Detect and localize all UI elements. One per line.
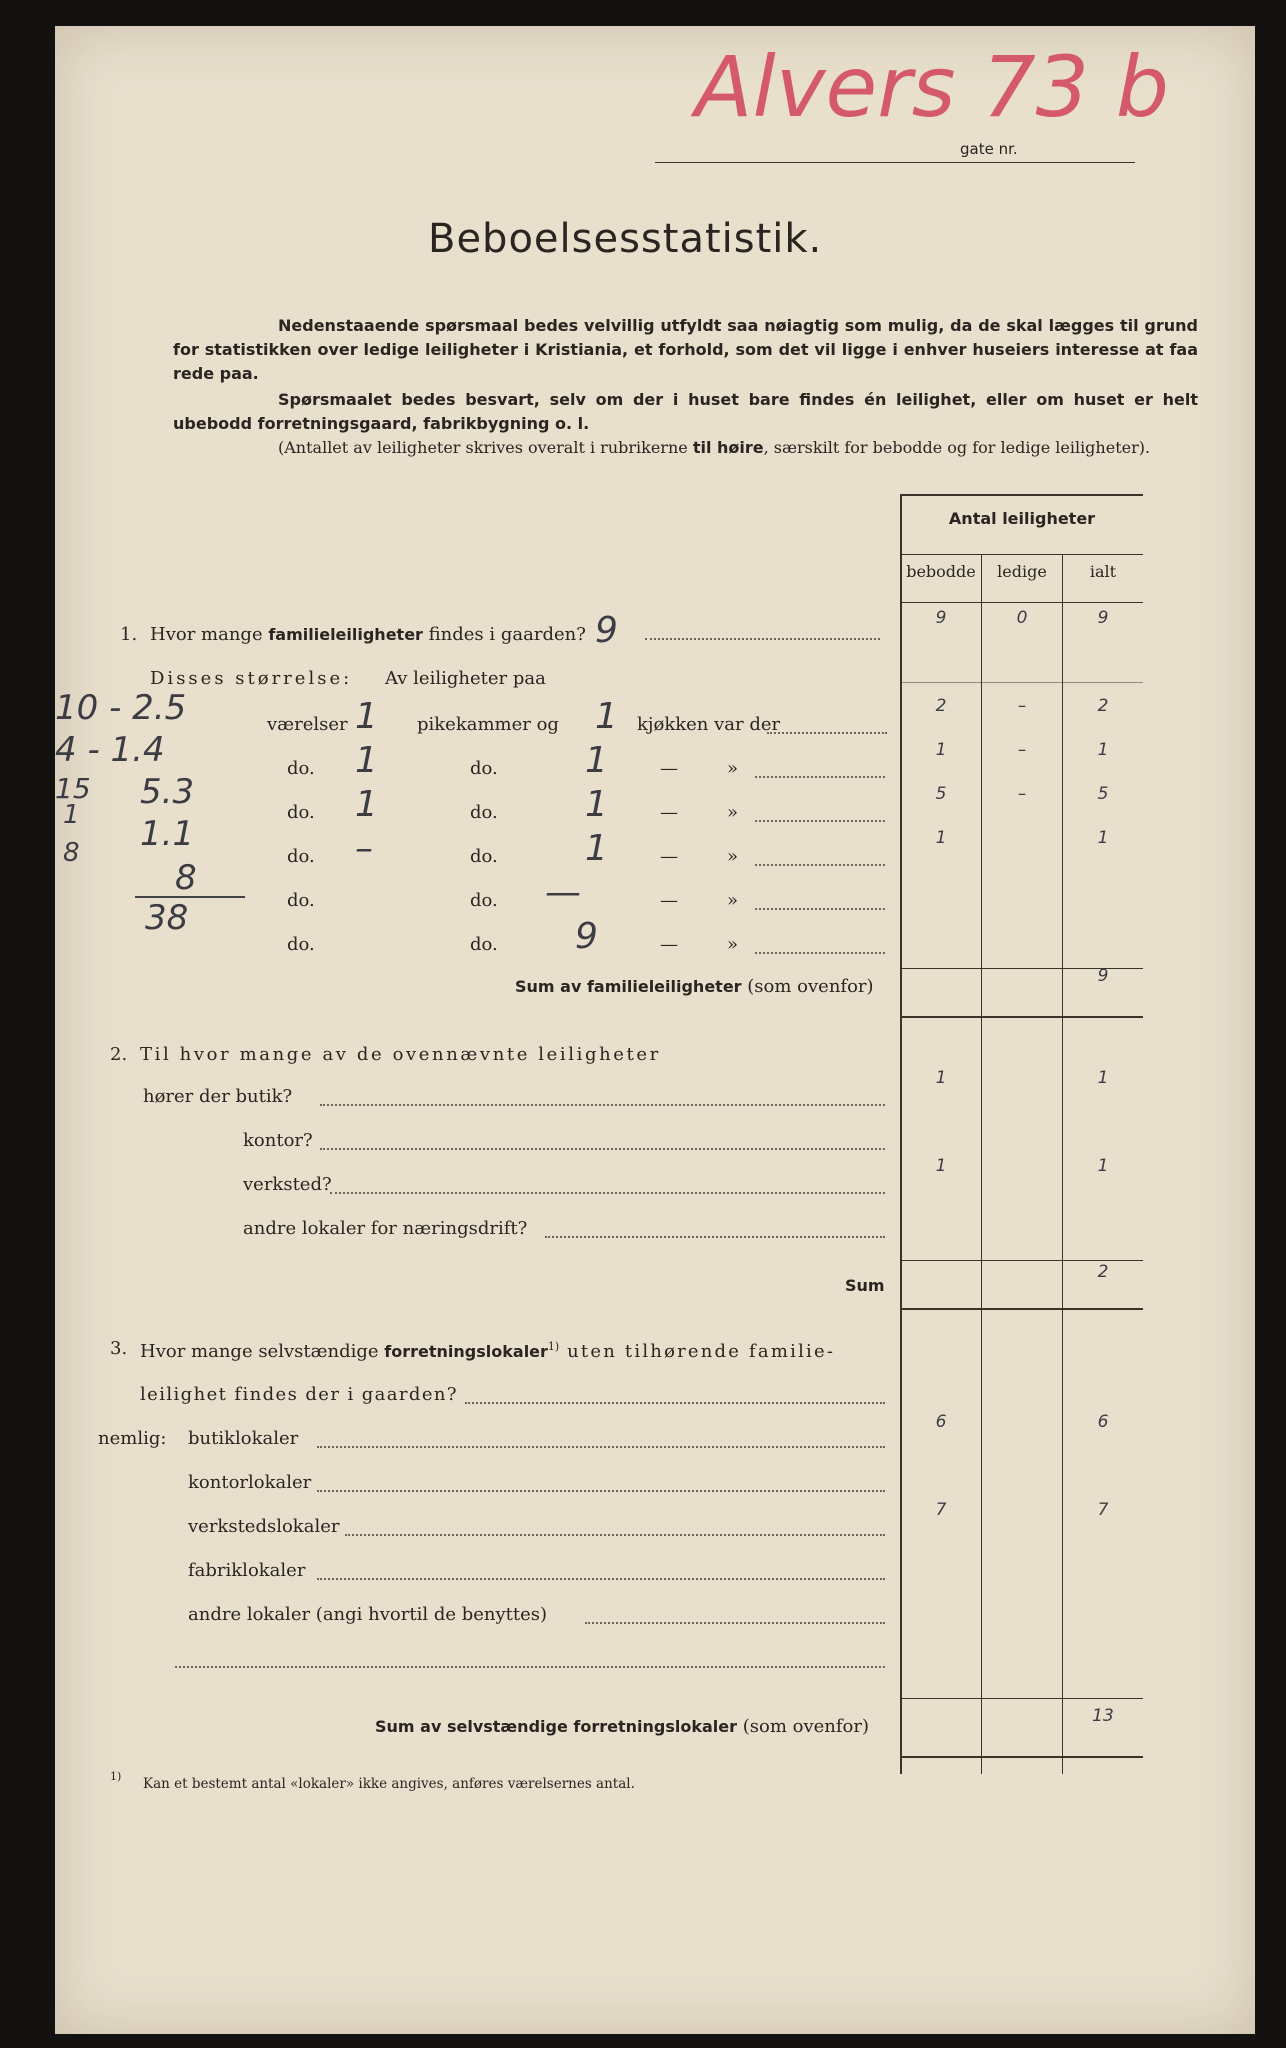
sum1-label-rest: (som ovenfor) xyxy=(741,976,874,997)
row3-do-2: do. xyxy=(470,802,498,823)
q3-row3-bebodde: 7 xyxy=(935,1500,947,1520)
row5-dots xyxy=(755,908,885,910)
q2-row3-label: verksted? xyxy=(243,1174,332,1195)
col-ledige: ledige xyxy=(997,562,1047,581)
nemlig-label: nemlig: xyxy=(98,1428,167,1449)
sum3-top-rule xyxy=(901,1698,1143,1699)
margin-note-7: 1.1 xyxy=(140,814,195,854)
form-sheet xyxy=(55,26,1255,2034)
q3-row1-label: butiklokaler xyxy=(188,1428,299,1449)
row1-kjokken-label: kjøkken var der xyxy=(637,714,781,735)
sum2-top-rule xyxy=(901,1260,1143,1261)
row5-do-2: do. xyxy=(470,890,498,911)
margin-note-8: 8 xyxy=(175,858,197,898)
q3-row3-dots xyxy=(345,1534,885,1536)
q3-row2-label: kontorlokaler xyxy=(188,1472,312,1493)
q2-row1-ialt: 1 xyxy=(1097,1068,1109,1088)
row2-rooms: 1 xyxy=(355,740,378,781)
sum1-bottom-rule xyxy=(901,1016,1143,1018)
row6-dots xyxy=(755,952,885,954)
q1-bebodde: 9 xyxy=(935,608,947,628)
row3-quote: » xyxy=(727,802,739,823)
row6-do: do. xyxy=(287,934,315,955)
sum3-bottom-rule xyxy=(901,1756,1143,1758)
q1-text xyxy=(150,624,586,645)
row4-dots xyxy=(755,864,885,866)
q3-line2: leilighet findes der i gaarden? xyxy=(140,1384,458,1405)
q2-row1-dots xyxy=(320,1104,885,1106)
av-leiligheter-label: Av leiligheter paa xyxy=(385,668,546,689)
row4-kjokken: 1 xyxy=(585,828,608,869)
q3-line2-dots xyxy=(465,1402,885,1404)
sum3-ialt: 13 xyxy=(1092,1706,1114,1726)
row6-kjokken: 9 xyxy=(575,916,598,957)
table-col-rule-1 xyxy=(981,554,982,1774)
row5-dash: — xyxy=(660,890,678,911)
intro-paragraph-2: Spørsmaalet bedes besvart, selv om der i huset bare findes én leilighet, eller om huset er helt ubebodd forretningsgaard, fabrikbygning o. l. xyxy=(173,390,1198,433)
sum3-label-rest: (som ovenfor) xyxy=(737,1716,869,1737)
row4-ialt: 1 xyxy=(1097,828,1109,848)
sum2-bottom-rule xyxy=(901,1308,1143,1310)
row3-rooms: 1 xyxy=(355,784,378,825)
intro-p3-text: (Antallet av leiligheter skrives overalt i rubrikerne xyxy=(278,438,693,457)
q1-ledige: 0 xyxy=(1016,608,1028,628)
row3-dots xyxy=(755,820,885,822)
q3-row2-dots xyxy=(317,1490,885,1492)
row1-vaerelser: værelser xyxy=(267,714,348,735)
q1-text-bold: familieleiligheter xyxy=(268,625,423,644)
q3-footnote-ref: 1) xyxy=(547,1340,560,1353)
row2-kjokken: 1 xyxy=(585,740,608,781)
sum1-label xyxy=(515,976,874,997)
sum2-ialt: 2 xyxy=(1097,1262,1109,1282)
q2-row2-dots xyxy=(320,1148,885,1150)
q3-text xyxy=(140,1340,835,1362)
row3-kjokken: 1 xyxy=(585,784,608,825)
q2-row4-dots xyxy=(545,1236,885,1238)
address-line xyxy=(655,162,1135,163)
row1-pikekammer: pikekammer og xyxy=(417,714,559,735)
q1-answer: 9 xyxy=(595,610,618,651)
row2-bebodde: 1 xyxy=(935,740,947,760)
margin-note-9: 38 xyxy=(145,898,189,938)
row6-dash: — xyxy=(660,934,678,955)
row3-bebodde: 5 xyxy=(935,784,947,804)
q3-row5-label: andre lokaler (angi hvortil de benyttes) xyxy=(188,1604,548,1625)
intro-paragraph-1: Nedenstaaende spørsmaal bedes velvillig utfyldt saa nøiagtig som mulig, da de skal lægges til grund for statistikken over ledige leiligheter i Kristiania, et forhold, som det vil ligge i enhver huseiers interesse at faa rede paa. xyxy=(173,316,1198,383)
q2-row1-label: hører der butik? xyxy=(143,1086,293,1107)
sum1-ialt: 9 xyxy=(1097,966,1109,986)
row2-do-2: do. xyxy=(470,758,498,779)
row2-quote: » xyxy=(727,758,739,779)
row4-do-2: do. xyxy=(470,846,498,867)
q1-number: 1. xyxy=(120,624,138,645)
footnote-text: Kan et bestemt antal «lokaler» ikke angives, anføres værelsernes antal. xyxy=(143,1776,635,1792)
q3-row5-dots xyxy=(585,1622,885,1624)
row3-dash: — xyxy=(660,802,678,823)
q3-row4-dots xyxy=(317,1578,885,1580)
sum2-label: Sum xyxy=(845,1276,885,1295)
sum3-label-bold: Sum av selvstændige forretningslokaler xyxy=(375,1717,737,1736)
q3-row1-ialt: 6 xyxy=(1097,1412,1109,1432)
table-subheader-rule xyxy=(901,554,1143,555)
row4-do: do. xyxy=(287,846,315,867)
row5-do: do. xyxy=(287,890,315,911)
col-ialt: ialt xyxy=(1089,562,1117,581)
row6-quote: » xyxy=(727,934,739,955)
row5-kjokken: — xyxy=(545,872,581,913)
row2-dash: — xyxy=(660,758,678,779)
intro-paragraph-3 xyxy=(173,436,1198,460)
q1-text-a: Hvor mange xyxy=(150,624,269,645)
q1-text-c: findes i gaarden? xyxy=(422,624,586,645)
table-header-bottom-rule xyxy=(901,602,1143,603)
row4-rooms: – xyxy=(355,828,373,869)
disses-label: Disses størrelse: xyxy=(150,668,353,689)
q1-ialt: 9 xyxy=(1097,608,1109,628)
q2-row3-dots xyxy=(330,1192,885,1194)
row4-bebodde: 1 xyxy=(935,828,947,848)
handwritten-address: Alvers 73 b xyxy=(695,38,1170,136)
q2-row3-ialt: 1 xyxy=(1097,1156,1109,1176)
row2-do: do. xyxy=(287,758,315,779)
q3-row1-bebodde: 6 xyxy=(935,1412,947,1432)
row3-ialt: 5 xyxy=(1097,784,1109,804)
q3-row4-label: fabriklokaler xyxy=(188,1560,306,1581)
q3-extra-dots xyxy=(175,1666,885,1668)
row1-rooms: 1 xyxy=(355,696,378,737)
q2-row1-bebodde: 1 xyxy=(935,1068,947,1088)
q1-row-rule xyxy=(901,682,1143,683)
table-left-rule xyxy=(900,494,902,1774)
q3-text-bold: forretningslokaler xyxy=(384,1342,548,1361)
margin-note-1: 10 - 2.5 xyxy=(55,688,187,728)
row4-quote: » xyxy=(727,846,739,867)
gate-label: gate nr. xyxy=(960,140,1018,158)
row5-quote: » xyxy=(727,890,739,911)
row1-ledige: – xyxy=(1017,696,1027,716)
row4-dash: — xyxy=(660,846,678,867)
q3-number: 3. xyxy=(110,1338,128,1359)
q2-number: 2. xyxy=(110,1044,128,1065)
page-title: Beboelsesstatistik. xyxy=(428,216,823,262)
row1-kjokken: 1 xyxy=(595,696,618,737)
table-top-rule xyxy=(900,494,1143,496)
row1-dots xyxy=(767,732,887,734)
margin-note-2: 4 - 1.4 xyxy=(55,730,165,770)
q3-row3-label: verkstedslokaler xyxy=(188,1516,340,1537)
table-title: Antal leiligheter xyxy=(948,509,1096,528)
q2-row4-label: andre lokaler for næringsdrift? xyxy=(243,1218,528,1239)
row1-ialt: 2 xyxy=(1097,696,1109,716)
q2-row3-bebodde: 1 xyxy=(935,1156,947,1176)
margin-note-4: 1 xyxy=(63,800,80,830)
col-bebodde: bebodde xyxy=(906,562,976,581)
row6-do-2: do. xyxy=(470,934,498,955)
q3-row1-dots xyxy=(317,1446,885,1448)
q3-text-c: uten tilhørende familie- xyxy=(559,1341,836,1362)
q1-dots xyxy=(645,638,880,640)
margin-note-5: 8 xyxy=(63,838,80,868)
row3-do: do. xyxy=(287,802,315,823)
sum3-label xyxy=(375,1716,869,1737)
sum1-label-bold: Sum av familieleiligheter xyxy=(515,977,742,996)
row2-dots xyxy=(755,776,885,778)
margin-note-6: 5.3 xyxy=(140,772,195,812)
row3-ledige: – xyxy=(1017,784,1027,804)
q2-row2-label: kontor? xyxy=(243,1130,313,1151)
footnote-mark: 1) xyxy=(110,1770,122,1783)
q2-text: Til hvor mange av de ovennævnte leiligheter xyxy=(140,1044,661,1065)
row2-ledige: – xyxy=(1017,740,1027,760)
q3-text-a: Hvor mange selvstændige xyxy=(140,1341,385,1362)
intro-p3-bold: til høire xyxy=(692,438,764,457)
margin-note-3: 15 xyxy=(55,772,91,805)
row2-ialt: 1 xyxy=(1097,740,1109,760)
q3-row3-ialt: 7 xyxy=(1097,1500,1109,1520)
row1-bebodde: 2 xyxy=(935,696,947,716)
intro-p3-text-2: , særskilt for bebodde og for ledige leiligheter). xyxy=(763,438,1151,457)
